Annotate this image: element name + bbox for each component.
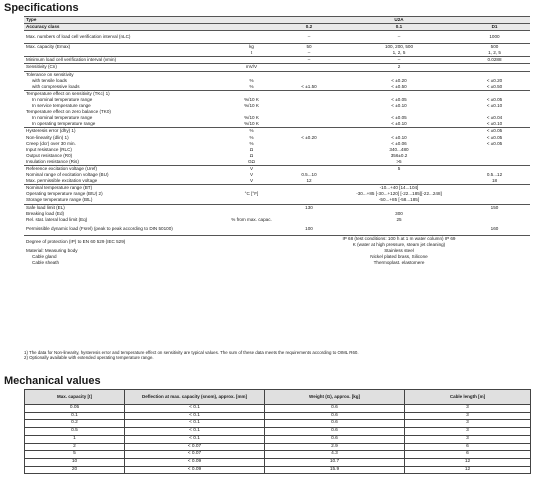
spec-row [24,31,530,44]
mech-cable-length: 3 [405,435,531,443]
spec-value-class-d1 [459,90,530,97]
spec-unit: V [249,172,254,178]
mech-row [25,458,531,466]
spec-value-class-0-1: -50...+85 [-58...185] [378,197,420,203]
spec-label: Material: Measuring body [26,247,78,253]
mech-cable-length: 3 [405,420,531,428]
spec-value-class-0-1: – [339,57,459,64]
mech-deflection: < 0.1 [125,420,265,428]
mech-capacity: 2 [25,443,125,451]
spec-value-class-0-1: IP 68 (test conditions: 100 h at 1 m water column) IP 69 K (water at high pressure, steam jet cleaning) [339,235,459,248]
spec-label: with tensile loads [32,77,67,83]
spec-value-class-0-1: U2A [339,17,459,24]
spec-value-class-d1: < ±0.04 [486,115,503,121]
spec-row [24,204,530,211]
spec-unit: GΩ [247,158,255,164]
mech-weight: 0.6 [265,420,405,428]
mech-row [25,443,531,451]
spec-unit: % [249,134,254,140]
spec-value-class-0-1: < ±0.20 [391,77,407,83]
spec-row [24,24,530,31]
spec-value-class-d1: < ±0.50 [486,83,503,89]
spec-label: Operating temperature range (BtU) 2) [26,191,103,197]
spec-value-class-0-2: – [279,57,339,64]
spec-label: Output resistance (R0) [26,152,73,158]
spec-value-class-0-1 [339,178,459,185]
spec-label: Creep (dcr) over 30 min. [26,140,76,146]
spec-value-class-0-1: < ±0.10 [391,103,407,109]
spec-unit: % [224,128,279,135]
mech-weight: 4.3 [265,451,405,459]
spec-row [24,197,530,204]
spec-row [24,159,530,166]
spec-value-class-0-1: >5 [396,158,402,164]
spec-value-class-d1: < ±0.20 [486,77,503,83]
spec-value-class-0-1: – [339,31,459,44]
spec-value-class-0-1: 25 [396,216,402,222]
spec-value-class-0-1: -10...+40 [14...104] [339,185,459,192]
mech-weight: 0.6 [265,412,405,420]
spec-value-class-d1 [459,71,530,78]
spec-value-class-0-2 [279,197,339,204]
spec-row [24,17,530,24]
spec-value-class-0-1 [339,71,459,78]
mech-header-weight: Weight (G), approx. [kg] [265,390,405,405]
spec-value-class-d1: < ±0.10 [486,121,503,127]
spec-unit [224,31,279,44]
mech-weight: 0.6 [265,428,405,436]
mech-weight: 15.9 [265,466,405,474]
mech-cable-length: 3 [405,428,531,436]
spec-label: In nominal temperature range [32,115,93,121]
spec-value-class-d1: 1000 [459,31,530,44]
mech-capacity: 0.2 [25,420,125,428]
spec-row [24,90,530,97]
spec-label: Sensitivity (Cn) [24,64,224,71]
spec-unit: % [249,83,254,89]
spec-row [24,165,530,172]
spec-unit [224,90,279,97]
spec-value-class-0-1: < ±0.05 [391,96,407,102]
footnotes [24,350,524,361]
spec-label: Tolerance on sensitivity [24,71,224,78]
spec-value-class-d1: 150 [459,204,530,211]
spec-value-class-d1 [459,185,530,192]
spec-label: Temperature effect on zero balance (TK0) [26,109,111,115]
mech-row [25,451,531,459]
mech-deflection: < 0.09 [125,466,265,474]
mech-capacity: 5 [25,451,125,459]
spec-label: In operating temperature range [32,121,96,127]
spec-label: In service temperature range [32,103,91,109]
spec-value-class-0-2 [279,121,339,128]
spec-unit [224,24,279,31]
spec-label: Permissible dynamic load (Fsrel) (peak to peak according to DIN 50100) [26,226,173,232]
spec-row [24,185,530,192]
spec-value-class-0-1: 2 [339,64,459,71]
spec-value-class-d1: 0.5...12 [486,172,503,178]
spec-value-class-d1: < ±0.05 [486,134,503,140]
mech-deflection: < 0.1 [125,428,265,436]
mech-weight: 0.6 [265,405,405,413]
spec-value-class-0-2 [279,128,339,135]
spec-value-class-d1: < ±0.05 [486,96,503,102]
spec-label: Minimum load cell verification interval (vmin) [24,57,224,64]
spec-label: Rel. stat. lateral load limit (Eq) [26,216,88,222]
mech-row [25,405,531,413]
spec-unit [224,57,279,64]
spec-value-class-0-2: 0.5...10 [301,172,317,178]
spec-label [24,50,224,57]
spec-unit: % from max. capac. [231,216,272,222]
mech-header-cable-length: Cable length [m] [405,390,531,405]
mech-row [25,466,531,474]
spec-value-class-d1 [459,260,530,266]
spec-value-class-d1 [459,235,530,248]
spec-row [24,223,530,236]
spec-value-class-d1 [459,197,530,204]
mech-capacity: 1 [25,435,125,443]
spec-value-class-0-2 [279,260,339,266]
spec-value-class-d1: 0.0288 [459,57,530,64]
spec-label: Safe load limit (EL) [24,204,224,211]
spec-value-class-0-2: < ±1.50 [301,83,317,89]
spec-unit [224,204,279,211]
mech-weight: 2.9 [265,443,405,451]
spec-value-class-0-2 [279,165,339,172]
spec-unit [224,197,279,204]
specifications-title: Specifications [4,2,79,14]
spec-value-class-0-1: -30...+85 [-30...+120] [-22...185][-22...248] [356,191,442,197]
spec-value-class-0-2: 0.2 [279,24,339,31]
spec-unit: %/10 K [244,96,259,102]
spec-value-class-d1 [459,165,530,172]
mech-header-row [25,390,531,405]
mech-deflection: < 0.1 [125,412,265,420]
spec-label: Nominal range of excitation voltage (BU) [26,172,109,178]
spec-value-class-0-1: Nickel plated brass, Silicone [370,253,428,259]
footnote-1: 1) The data for Non-linearity, hysteresis error and temperature effect on sensitivity are typical values. The sum of these data meets the requirements according to OIML R60. [24,350,359,355]
mech-capacity: 0.05 [25,405,125,413]
mech-deflection: < 0.1 [125,435,265,443]
spec-unit: % [249,140,254,146]
spec-value-class-0-1: 1, 2, 5 [392,50,406,56]
spec-value-class-0-2 [279,235,339,248]
spec-value-class-d1 [459,64,530,71]
spec-row [24,71,530,78]
mech-row [25,412,531,420]
spec-label: Insulation resistance (Ris) [26,158,79,164]
spec-row [24,178,530,185]
spec-value-class-0-1: < ±0.10 [391,134,407,140]
spec-unit: %/10 K [244,121,259,127]
spec-value-class-d1: D1 [459,24,530,31]
spec-label: Accuracy class [24,24,224,31]
spec-value-class-0-1 [339,128,459,135]
spec-value-class-d1: 500 [459,44,530,51]
spec-value-class-d1: < ±0.05 [486,140,503,146]
mechanical-values-table [24,389,531,474]
spec-unit: t [250,50,253,56]
spec-unit: kg [224,44,279,51]
spec-row [24,260,530,266]
spec-row [24,64,530,71]
spec-unit [224,235,279,248]
mech-capacity: 0.5 [25,428,125,436]
spec-label: Storage temperature range (BtL) [26,197,93,203]
mech-capacity: 0.1 [25,412,125,420]
spec-label: Degree of protection (IP) to EN 60 529 (IEC 529) [24,235,224,248]
spec-value-class-0-1: 5 [339,165,459,172]
spec-value-class-d1: 1, 2, 5 [488,50,501,56]
spec-value-class-0-2: – [307,50,311,56]
spec-value-class-0-2: – [279,31,339,44]
mech-weight: 0.6 [265,435,405,443]
spec-label: Hysteresis error (dhy) 1) [24,128,224,135]
spec-unit: mV/V [224,64,279,71]
mech-row [25,435,531,443]
spec-unit [224,260,279,266]
mech-weight: 10.7 [265,458,405,466]
spec-unit [224,17,279,24]
mech-cable-length: 6 [405,451,531,459]
mech-cable-length: 12 [405,458,531,466]
spec-value-class-d1: < ±0.10 [486,103,503,109]
spec-value-class-0-2 [279,17,339,24]
mech-capacity: 10 [25,458,125,466]
spec-value-class-0-1: < ±0.10 [391,121,407,127]
spec-value-class-0-1 [339,223,459,236]
spec-value-class-d1 [459,17,530,24]
spec-unit: %/10 K [244,115,259,121]
mech-cable-length: 3 [405,405,531,413]
spec-label: Max. capacity (Emax) [24,44,224,51]
spec-row [24,235,530,248]
mech-cable-length: 6 [405,443,531,451]
spec-value-class-0-2: 100 [305,226,313,232]
spec-label: Temperature effect on sensitivity (TKc) 1) [24,90,224,97]
spec-label: Non-linearity (dlin) 1) [26,134,69,140]
spec-row [24,44,530,51]
spec-value-class-0-1: 356±0.2 [390,152,408,158]
spec-unit: Ω [249,152,254,158]
spec-label: Breaking load (Ed) [26,210,65,216]
specifications-table [24,16,530,266]
spec-label: Nominal temperature range (BT) [24,185,224,192]
spec-value-class-d1 [459,159,530,166]
spec-unit: % [249,77,254,83]
spec-value-class-d1: < ±0.05 [459,128,530,135]
spec-row [24,57,530,64]
spec-unit: Ω [249,146,254,152]
spec-unit [224,185,279,192]
mech-header-deflection: Deflection at max. capacity (snom), approx. [mm] [125,390,265,405]
spec-label: Max. permissible excitation voltage [26,178,98,184]
spec-value-class-d1: 160 [490,226,499,232]
spec-value-class-0-1: 340...480 [389,146,409,152]
mech-deflection: < 0.1 [125,405,265,413]
spec-label: Cable sheath [32,260,60,265]
spec-value-class-0-1: Stainless steel [384,247,414,253]
mech-row [25,420,531,428]
spec-value-class-0-2: 130 [279,204,339,211]
spec-value-class-0-1: < ±0.05 [391,115,407,121]
spec-value-class-0-1: 100, 200, 500 [339,44,459,51]
spec-value-class-0-2 [279,64,339,71]
spec-unit: %/10 K [244,103,259,109]
spec-value-class-0-2 [279,185,339,192]
spec-label: with compressive loads [32,83,80,89]
spec-row [24,84,530,91]
spec-unit: V [224,165,279,172]
mech-deflection: < 0.09 [125,458,265,466]
spec-unit: °C [°F] [244,191,259,197]
spec-value-class-0-1: 0.1 [339,24,459,31]
spec-value-class-0-2 [279,71,339,78]
spec-value-class-0-1: 300 [395,210,403,216]
spec-value-class-0-2 [279,90,339,97]
spec-label: Input resistance (RLC) [26,146,72,152]
spec-value-class-0-2: 12 [306,178,312,184]
mech-row [25,428,531,436]
spec-label: Cable gland [32,253,57,259]
mech-deflection: < 0.07 [125,451,265,459]
spec-value-class-0-2: 50 [279,44,339,51]
spec-row [24,128,530,135]
spec-value-class-0-1: Thermoplast. elastomere [373,260,425,265]
spec-row [24,50,530,57]
mechanical-values-title: Mechanical values [4,375,101,387]
mech-capacity: 20 [25,466,125,474]
spec-value-class-0-1: < ±0.50 [391,83,407,89]
spec-value-class-0-1: < ±0.06 [391,140,407,146]
spec-value-class-0-1 [339,90,459,97]
mech-cable-length: 12 [405,466,531,474]
spec-value-class-0-2 [279,159,339,166]
spec-unit [224,223,279,236]
spec-label: Type [24,17,224,24]
spec-row [24,121,530,128]
footnote-2: 2) Optionally available with extended operating temperature range. [24,355,154,361]
spec-label: In nominal temperature range [32,96,93,102]
spec-unit [224,71,279,78]
spec-value-class-0-2: < ±0.20 [301,134,317,140]
mech-cable-length: 3 [405,412,531,420]
spec-label: Reference excitation voltage (Uref) [24,165,224,172]
spec-value-class-0-1 [339,204,459,211]
mech-header-capacity: Max. capacity [t] [25,390,125,405]
mech-deflection: < 0.07 [125,443,265,451]
spec-label: Max. numbers of load cell verification interval (nLC) [24,31,224,44]
spec-unit: V [249,178,254,184]
spec-value-class-d1: 18 [491,178,498,184]
